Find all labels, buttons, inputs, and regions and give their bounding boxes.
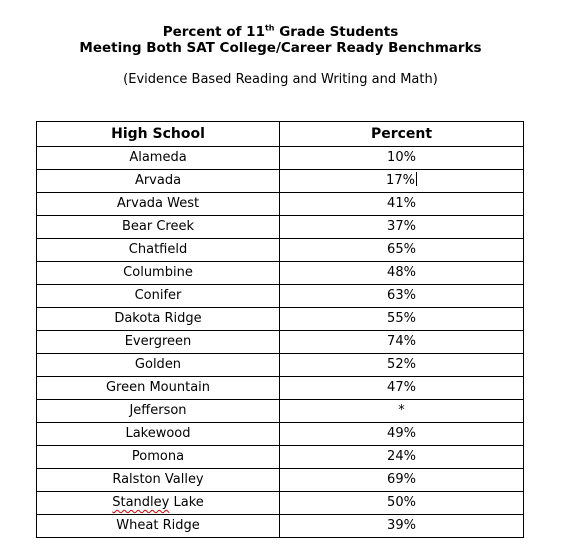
percent-value: 17% [386, 173, 415, 189]
table-row [37, 377, 524, 400]
school-cell[interactable]: Golden [37, 354, 280, 377]
percent-cell[interactable]: 47% [280, 377, 524, 400]
percent-cell-with-cursor[interactable] [280, 170, 524, 193]
header-row [37, 122, 524, 147]
table-row [37, 492, 524, 515]
school-cell[interactable]: Dakota Ridge [37, 308, 280, 331]
table-row [37, 354, 524, 377]
table-row [37, 331, 524, 354]
school-cell[interactable]: Green Mountain [37, 377, 280, 400]
table-row [37, 469, 524, 492]
percent-cell[interactable]: 52% [280, 354, 524, 377]
table-row [37, 285, 524, 308]
title-suffix: Grade Students [274, 24, 399, 40]
school-cell[interactable]: Jefferson [37, 400, 280, 423]
table-row [37, 216, 524, 239]
school-cell[interactable]: Arvada [37, 170, 280, 193]
table-row [37, 446, 524, 469]
title-superscript: th [264, 23, 275, 33]
school-cell[interactable]: Lakewood [37, 423, 280, 446]
school-cell[interactable]: Evergreen [37, 331, 280, 354]
table-row [37, 400, 524, 423]
school-cell[interactable]: Pomona [37, 446, 280, 469]
percent-cell[interactable]: 69% [280, 469, 524, 492]
title-prefix: Percent of 11 [162, 24, 265, 40]
percent-cell[interactable]: * [280, 400, 524, 423]
benchmark-table [36, 121, 524, 538]
percent-cell[interactable]: 37% [280, 216, 524, 239]
table-row [37, 515, 524, 538]
percent-cell[interactable]: 55% [280, 308, 524, 331]
percent-cell[interactable]: 10% [280, 147, 524, 170]
school-cell[interactable]: Wheat Ridge [37, 515, 280, 538]
school-cell[interactable]: Conifer [37, 285, 280, 308]
percent-cell[interactable]: 74% [280, 331, 524, 354]
percent-cell[interactable]: 39% [280, 515, 524, 538]
percent-cell[interactable]: 65% [280, 239, 524, 262]
percent-cell[interactable]: 24% [280, 446, 524, 469]
header-high-school: High School [37, 122, 280, 147]
school-cell[interactable]: Columbine [37, 262, 280, 285]
school-cell[interactable]: Chatfield [37, 239, 280, 262]
header-percent: Percent [280, 122, 524, 147]
school-cell-spellcheck[interactable]: Standley Lake [37, 492, 280, 515]
percent-cell[interactable]: 49% [280, 423, 524, 446]
title-line-2: Meeting Both SAT College/Career Ready Benchmarks [79, 40, 482, 56]
table-row [37, 147, 524, 170]
title-line-1 [0, 24, 561, 41]
percent-cell[interactable]: 50% [280, 492, 524, 515]
school-cell[interactable]: Bear Creek [37, 216, 280, 239]
table-row [37, 262, 524, 285]
school-cell[interactable]: Alameda [37, 147, 280, 170]
table-row [37, 423, 524, 446]
table-row [37, 308, 524, 331]
percent-cell[interactable]: 41% [280, 193, 524, 216]
percent-cell[interactable]: 63% [280, 285, 524, 308]
percent-cell[interactable]: 48% [280, 262, 524, 285]
table-row [37, 170, 524, 193]
text-cursor [416, 172, 417, 186]
school-cell[interactable]: Ralston Valley [37, 469, 280, 492]
subtitle: (Evidence Based Reading and Writing and Math) [123, 72, 438, 87]
misspelled-word: Standley [112, 495, 170, 511]
table-row [37, 193, 524, 216]
table-row [37, 239, 524, 262]
school-cell[interactable]: Arvada West [37, 193, 280, 216]
